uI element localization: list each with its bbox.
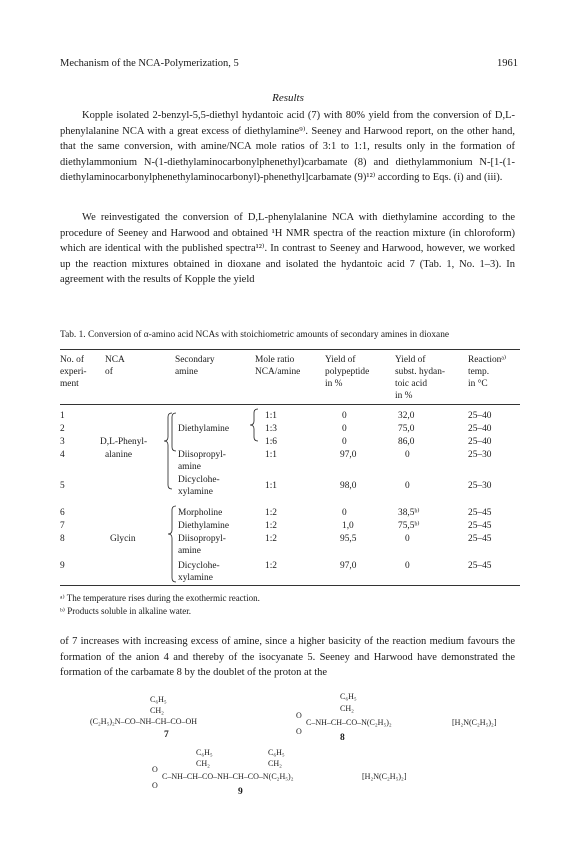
c7-formula: (C₂H₅)₂N–CO–NH–CH–CO–OH xyxy=(90,717,198,726)
c8-o-top: O xyxy=(296,711,302,720)
table-caption: Tab. 1. Conversion of α-amino acid NCAs with stoichiometric amounts of secondary amines in dioxane xyxy=(60,330,450,340)
col-header-amine: Secondary amine xyxy=(175,355,215,377)
row5-hyd: 0 xyxy=(405,481,410,491)
row5-amine: Dicyclohe- xylamine xyxy=(178,475,220,497)
section-title: Results xyxy=(272,92,304,104)
row3-hyd: 86,0 xyxy=(398,437,415,447)
col-header-nca: NCA of xyxy=(105,355,125,377)
row9-ratio: 1:2 xyxy=(265,561,277,571)
row7-temp: 25–45 xyxy=(468,521,492,531)
c7-ch2: CH₂ xyxy=(150,706,164,715)
paragraph-2 xyxy=(60,210,515,288)
c9-phenyl-a: C₆H₅ xyxy=(196,748,213,757)
row4-nca: alanine xyxy=(105,450,133,460)
row8-no: 8 xyxy=(60,534,65,544)
c9-phenyl-b: C₆H₅ xyxy=(268,748,285,757)
row5-no: 5 xyxy=(60,481,65,491)
col-header-no: No. of experi- ment xyxy=(60,355,87,389)
row3-poly: 0 xyxy=(342,437,347,447)
row9-hyd: 0 xyxy=(405,561,410,571)
table-top-rule xyxy=(60,349,520,350)
c9-label: 9 xyxy=(238,787,243,797)
row6-hyd: 38,5ᵇ⁾ xyxy=(398,508,420,518)
brace-phenylalanine xyxy=(164,413,172,489)
row2-temp: 25–40 xyxy=(468,424,492,434)
row5-poly: 98,0 xyxy=(340,481,357,491)
row4-no: 4 xyxy=(60,450,65,460)
c8-ch2: CH₂ xyxy=(340,704,354,713)
row3-nca: D,L-Phenyl- xyxy=(100,437,148,447)
row8-amine: Diisopropyl- amine xyxy=(178,534,226,556)
row7-hyd: 75,5ᵇ⁾ xyxy=(398,521,420,531)
row7-amine: Diethylamine xyxy=(178,521,230,531)
c9-o-bot: O xyxy=(152,781,158,790)
row9-no: 9 xyxy=(60,561,65,571)
row1-poly: 0 xyxy=(342,411,347,421)
c9-o-top: O xyxy=(152,765,158,774)
c7-label: 7 xyxy=(164,730,169,740)
running-title: Mechanism of the NCA-Polymerization, 5 xyxy=(60,58,239,69)
table-bottom-rule xyxy=(60,585,520,586)
row9-temp: 25–45 xyxy=(468,561,492,571)
row2-ratio: 1:3 xyxy=(265,424,277,434)
row2-no: 2 xyxy=(60,424,65,434)
row5-ratio: 1:1 xyxy=(265,481,277,491)
row1-no: 1 xyxy=(60,411,65,421)
row3-ratio: 1:6 xyxy=(265,437,277,447)
brace-glycin xyxy=(168,506,176,582)
footnote-b: ᵇ⁾ Products soluble in alkaline water. xyxy=(60,606,191,616)
c7-phenyl: C₆H₅ xyxy=(150,695,167,704)
row4-ratio: 1:1 xyxy=(265,450,277,460)
row6-ratio: 1:2 xyxy=(265,508,277,518)
row4-poly: 97,0 xyxy=(340,450,357,460)
row9-poly: 97,0 xyxy=(340,561,357,571)
row8-temp: 25–45 xyxy=(468,534,492,544)
paragraph-2-text: We reinvestigated the conversion of D,L-phenylalanine NCA with diethylamine according to the procedure of Seeney and Harwood and obtained ¹H NMR spectra of the reaction mixture (in chloroform) which are identical with the published spectra¹²⁾. In contrast to Seeney and Harwood, however, we worked up the reaction mixtures obtained in dioxane and isolated the hydantoic acid 7 (Tab. 1, No. 1–3). In agreement with the results of Kopple the yield xyxy=(60,212,515,285)
row8-ratio: 1:2 xyxy=(265,534,277,544)
row3-temp: 25–40 xyxy=(468,437,492,447)
row9-amine: Dicyclohe- xylamine xyxy=(178,561,220,583)
footnote-a: ᵃ⁾ The temperature rises during the exothermic reaction. xyxy=(60,593,260,603)
row4-amine: Diisopropyl- amine xyxy=(178,450,226,472)
row1-temp: 25–40 xyxy=(468,411,492,421)
row4-temp: 25–30 xyxy=(468,450,492,460)
row6-amine: Morpholine xyxy=(178,508,223,518)
row5-temp: 25–30 xyxy=(468,481,492,491)
row2-poly: 0 xyxy=(342,424,347,434)
row8-poly: 95,5 xyxy=(340,534,357,544)
c9-formula: C–NH–CH–CO–NH–CH–CO–N(C₂H₅)₂ xyxy=(162,772,294,781)
row4-hyd: 0 xyxy=(405,450,410,460)
row1-ratio: 1:1 xyxy=(265,411,277,421)
row6-temp: 25–45 xyxy=(468,508,492,518)
c8-label: 8 xyxy=(340,733,345,743)
col-header-poly: Yield of polypeptide in % xyxy=(325,355,370,389)
c9-ch2-a: CH₂ xyxy=(196,759,210,768)
c8-salt: [H₂N(C₂H₅)₂] xyxy=(452,718,497,727)
row7-ratio: 1:2 xyxy=(265,521,277,531)
c8-o-bot: O xyxy=(296,727,302,736)
col-header-hyd: Yield of subst. hydan- toic acid in % xyxy=(395,355,445,401)
paragraph-1 xyxy=(60,108,515,186)
row7-poly: 1,0 xyxy=(342,521,354,531)
page-number: 1961 xyxy=(497,58,518,69)
c9-salt: [H₂N(C₂H₅)₂] xyxy=(362,772,407,781)
c8-formula: C–NH–CH–CO–N(C₂H₅)₂ xyxy=(306,718,392,727)
row7-no: 7 xyxy=(60,521,65,531)
paragraph-3 xyxy=(60,634,515,681)
row2-amine: Diethylamine xyxy=(178,424,230,434)
brace-amine-1-3 xyxy=(250,409,258,441)
row2-hyd: 75,0 xyxy=(398,424,415,434)
row6-no: 6 xyxy=(60,508,65,518)
table-header-rule xyxy=(60,404,520,405)
brace-diethylamine xyxy=(172,413,176,451)
col-header-temp: Reactionᵃ⁾ temp. in °C xyxy=(468,355,507,389)
paragraph-3-text: of 7 increases with increasing excess of amine, since a higher basicity of the reaction medium favours the formation of the anion 4 and thereby of the isocyanate 5. Seeney and Harwood have demonstrated the formation of the carbamate 8 by the doublet of the proton at the xyxy=(60,636,515,678)
c9-ch2-b: CH₂ xyxy=(268,759,282,768)
c8-phenyl: C₆H₅ xyxy=(340,692,357,701)
row8-nca: Glycin xyxy=(110,534,136,544)
col-header-ratio: Mole ratio NCA/amine xyxy=(255,355,301,377)
paragraph-1-text: Kopple isolated 2-benzyl-5,5-diethyl hydantoic acid (7) with 80% yield from the conversion of D,L-phenylalanine NCA with a great excess of diethylamine⁹⁾. Seeney and Harwood report, on the other hand, that the same conversion, with amine/NCA mole ratios of 3:1 to 1:1, results only in the formation of diethylammonium N-(1-diethylaminocarbonylphenethyl)carbamate (8) and diethylammonium N-[1-(1-diethylaminocarbonylphenethylaminocarbonyl)-phenethyl]carbamate (9)¹²⁾ according to Eqs. (i) and (iii). xyxy=(60,110,515,183)
row3-no: 3 xyxy=(60,437,65,447)
row6-poly: 0 xyxy=(342,508,347,518)
row8-hyd: 0 xyxy=(405,534,410,544)
row1-hyd: 32,0 xyxy=(398,411,415,421)
